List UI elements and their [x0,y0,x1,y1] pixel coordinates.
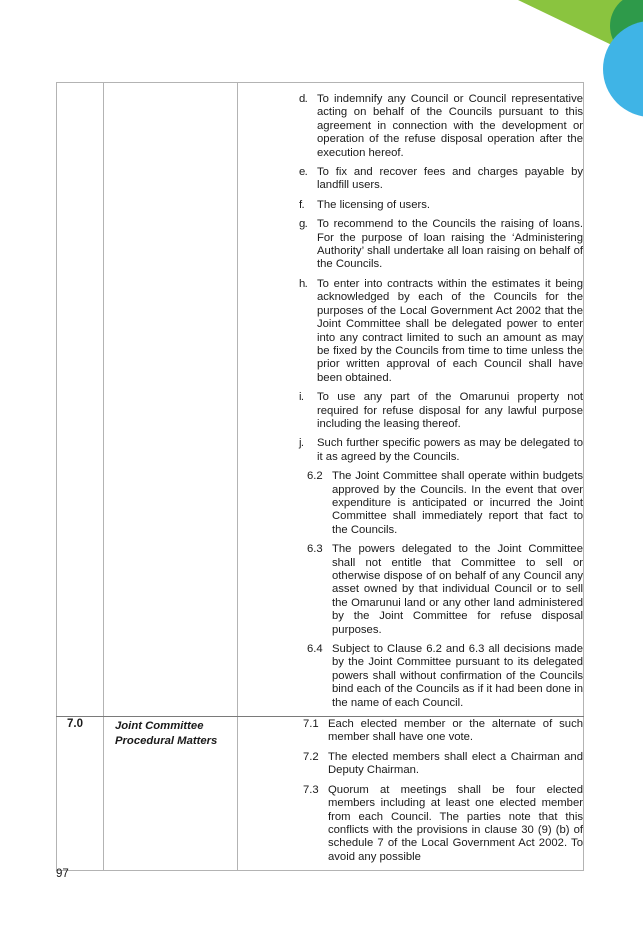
clause-text: The elected members shall elect a Chairman and Deputy Chairman. [328,750,583,777]
section-6-row [57,83,584,717]
section-number: 7.0 [57,717,104,871]
item-text: The licensing of users. [317,198,431,211]
clause-text: The Joint Committee shall operate within budgets approved by the Councils. In the event that over expenditure is anticipated or incurred the Joint Committee shall immediately report that fact to the Councils. [332,470,583,536]
clause-number: 6.3 [307,543,323,556]
clause [303,718,583,745]
clause-number: 6.4 [307,643,323,656]
item-label: i. [299,391,304,404]
blue-circle [603,21,643,117]
list-item [299,166,583,193]
list-item [299,391,583,431]
item-label: d. [299,93,308,105]
clause-number: 7.1 [303,718,319,731]
section-7-content [238,717,584,871]
item-text: To recommend to the Councils the raising of loans. For the purpose of loan raising the ‘Administering Authority’ shall undertake all loan raising on behalf of the Councils. [317,218,583,271]
item-label: e. [299,166,308,179]
item-text: To indemnify any Council or Council representative acting on behalf of the Councils pursuant to this agreement in connection with the development or operation of the refuse disposal operation after the execution hereof. [317,93,583,159]
clause [307,543,583,637]
item-label: g. [299,218,308,231]
dark-green-circle [610,0,643,59]
clause [303,784,583,864]
agreement-table [56,82,584,871]
clause-text: Quorum at meetings shall be four elected members including at least one elected member from each Council. The parties note that this conflicts with the provisions in clause 30 (9) (b) of schedule 7 of the Local Government Act 2002. To avoid any possible [328,783,583,863]
section-6-heading-cell [104,83,238,717]
section-heading: Joint Committee Procedural Matters [104,717,238,871]
section-7-row [57,717,584,871]
item-text: To enter into contracts within the estimates it being acknowledged by each of the Councils for the purposes of the Local Government Act 2002 that the Joint Committee shall be delegated power to enter into any contract limited to such an amount as may be fixed by the Councils from time to time unless the prior written approval of each Council shall have been obtained. [317,277,583,384]
section-6-number-cell [57,83,104,717]
item-text: Such further specific powers as may be delegated to it as agreed by the Councils. [317,437,583,463]
green-swoosh [518,0,643,60]
clause-text: The powers delegated to the Joint Committee shall not entitle that Committee to sell or otherwise dispose of on behalf of any Council any asset owned by that individual Council or to sell the Omarunui land or any other land administered by the Joint Committee for refuse disposal purposes. [332,543,583,636]
clause-text: Each elected member or the alternate of such member shall have one vote. [328,718,583,744]
item-label: j. [299,437,304,450]
list-item [299,278,583,385]
page-number: 97 [56,868,69,880]
list-item [299,199,583,212]
clause-text: Subject to Clause 6.2 and 6.3 all decisions made by the Joint Committee pursuant to its delegated powers shall without confirmation of the Councils bind each of the Councils as if it had been done in the name of each Council. [332,643,583,709]
list-item [299,93,583,160]
item-label: f. [299,198,305,211]
clause-number: 7.3 [303,783,319,796]
item-text: To use any part of the Omarunui property not required for refuse disposal for any lawful purpose including the leasing thereof. [317,391,583,430]
list-item [299,218,583,272]
clause [307,470,583,537]
section-6-content [238,83,584,717]
clause [303,751,583,778]
item-label: h. [299,277,308,290]
item-text: To fix and recover fees and charges payable by landfill users. [317,166,583,192]
clause-number: 7.2 [303,750,319,763]
list-item [299,437,583,464]
clause-number: 6.2 [307,470,323,483]
clause [307,643,583,710]
